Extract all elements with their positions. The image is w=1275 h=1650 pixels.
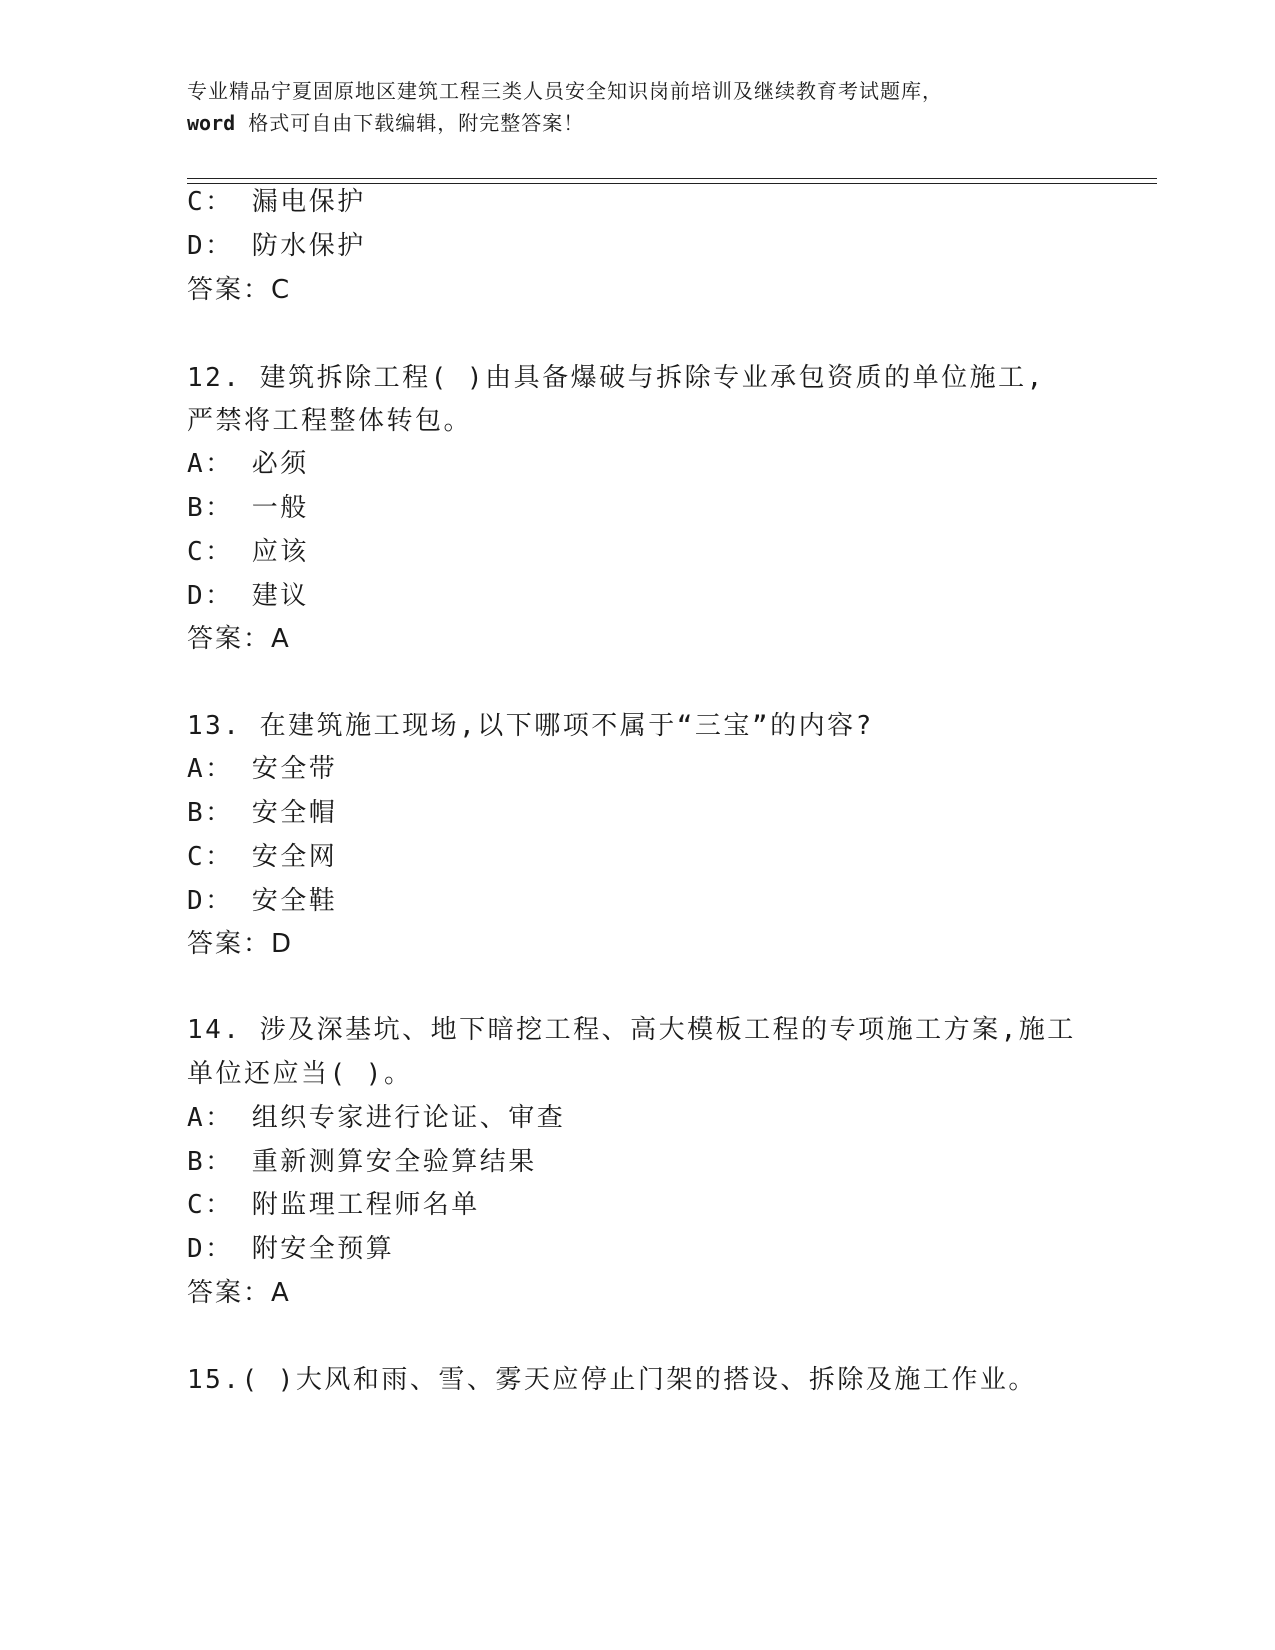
q14-option-c: C： 附监理工程师名单 — [187, 1190, 480, 1220]
header-title-line2 — [187, 107, 1107, 139]
header-title-rest: 格式可自由下载编辑，附完整答案！ — [248, 111, 585, 135]
q12-answer: 答案：A — [187, 624, 291, 654]
q14-stem-line1: 14. 涉及深基坑、地下暗挖工程、高大模板工程的专项施工方案,施工 — [187, 1015, 1076, 1045]
q12-option-a: A： 必须 — [187, 449, 309, 479]
q12-option-c: C： 应该 — [187, 537, 309, 567]
q13-option-b: B： 安全帽 — [187, 798, 338, 828]
q11-answer: 答案：C — [187, 275, 292, 305]
q11-option-c: C： 漏电保护 — [187, 187, 366, 217]
q13-option-c: C： 安全网 — [187, 842, 338, 872]
q11-option-d: D： 防水保护 — [187, 231, 366, 261]
q12-stem-line1: 12. 建筑拆除工程( )由具备爆破与拆除专业承包资质的单位施工, — [187, 363, 1045, 393]
header-divider-top — [187, 178, 1157, 179]
q14-option-a: A： 组织专家进行论证、审查 — [187, 1103, 566, 1133]
q13-option-d: D： 安全鞋 — [187, 886, 338, 916]
q14-option-d: D： 附安全预算 — [187, 1234, 395, 1264]
q14-answer: 答案：A — [187, 1278, 291, 1308]
q12-option-b: B： 一般 — [187, 493, 309, 523]
q13-stem-line1: 13. 在建筑施工现场,以下哪项不属于“三宝”的内容? — [187, 711, 874, 741]
header-title-line1: 专业精品宁夏固原地区建筑工程三类人员安全知识岗前培训及继续教育考试题库， — [187, 79, 943, 103]
q15-stem-line1: 15.( )大风和雨、雪、雾天应停止门架的搭设、拆除及施工作业。 — [187, 1365, 1037, 1395]
q13-option-a: A： 安全带 — [187, 754, 338, 784]
document-header — [187, 75, 1107, 139]
q14-stem-line2: 单位还应当( )。 — [187, 1059, 413, 1089]
q12-stem-line2: 严禁将工程整体转包。 — [187, 406, 473, 436]
q12-option-d: D： 建议 — [187, 581, 309, 611]
q13-answer: 答案：D — [187, 929, 294, 959]
q14-option-b: B： 重新测算安全验算结果 — [187, 1147, 537, 1177]
header-word-label: word — [187, 111, 236, 135]
header-divider-bottom — [187, 183, 1157, 184]
